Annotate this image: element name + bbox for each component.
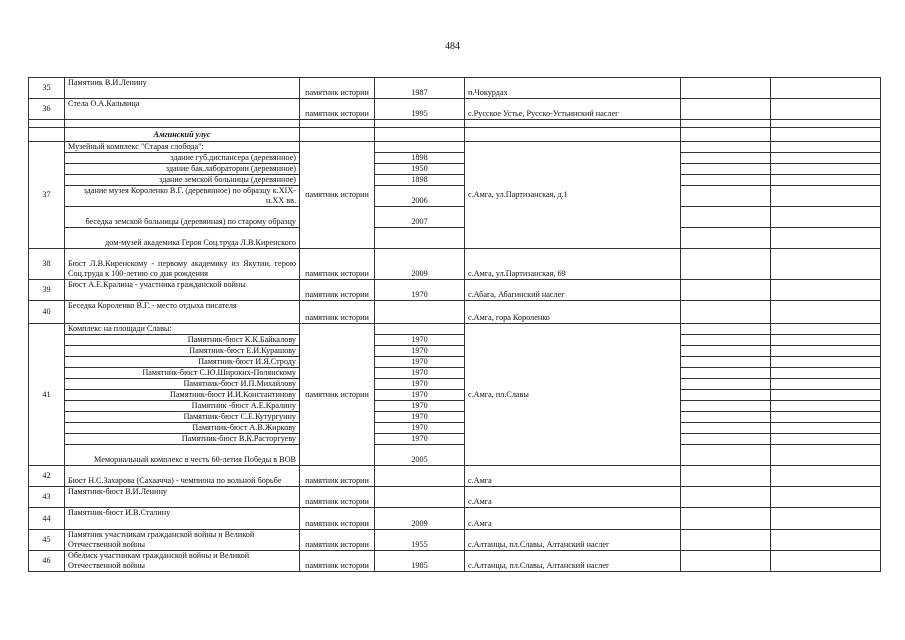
monument-name: Стела О.А.Кальвица [65, 99, 300, 120]
table-row [29, 142, 881, 153]
year: 1970 [375, 335, 465, 346]
location: с.Амга, ул.Партизанская, 69 [465, 249, 681, 280]
year: 1955 [375, 530, 465, 551]
empty-cell [681, 412, 771, 423]
monument-name: Памятник -бюст А.Е.Кралину [65, 401, 300, 412]
table-row [29, 99, 881, 120]
page-number: 484 [445, 41, 460, 52]
empty-cell [771, 78, 881, 99]
category: памятник истории [300, 466, 375, 487]
monument-name: здание земской больницы (деревянное) [65, 175, 300, 186]
empty-cell [771, 401, 881, 412]
table-row [29, 412, 881, 423]
monument-name: Памятник-бюст В.К.Расторгуеву [65, 434, 300, 445]
empty-cell [375, 128, 465, 142]
table-row [29, 249, 881, 280]
year [375, 466, 465, 487]
monument-name: Бюст Н.С.Захарова (Сахаачча) - чемпиона по вольной борьбе [65, 466, 300, 487]
monument-name: здание губ.диспансера (деревянное) [65, 153, 300, 164]
empty-cell [771, 207, 881, 228]
monument-name: Комплекс на площади Славы: [65, 324, 300, 335]
monument-name: здание музея Короленко В.Г. (деревянное) по образцу к.XIX-н.XX вв. [65, 186, 300, 207]
location: с.Амга, гора Короленко [465, 301, 681, 324]
empty-cell [681, 357, 771, 368]
table-row [29, 164, 881, 175]
empty-cell [681, 153, 771, 164]
empty-cell [771, 412, 881, 423]
monument-name: Обелиск участникам гражданской войны и Великой Отечественной войны [65, 551, 300, 572]
empty-cell [681, 280, 771, 301]
year: 1950 [375, 164, 465, 175]
empty-cell [681, 142, 771, 153]
year: 1985 [375, 551, 465, 572]
year: 1970 [375, 357, 465, 368]
table-row [29, 390, 881, 401]
empty-cell [300, 128, 375, 142]
monument-name: дом-музей академика Героя Соц.труда Л.В.Киренского [65, 228, 300, 249]
year [375, 301, 465, 324]
empty-cell [681, 186, 771, 207]
location: п.Чокурдах [465, 78, 681, 99]
year [375, 487, 465, 508]
monument-name: Памятник-бюст И.И.Константинову [65, 390, 300, 401]
year: 1970 [375, 390, 465, 401]
empty-cell [29, 120, 65, 128]
monument-name: Памятник-бюст В.И.Ленину [65, 487, 300, 508]
table-row [29, 120, 881, 128]
empty-cell [681, 128, 771, 142]
empty-cell [771, 466, 881, 487]
monument-name: Бюст А.Е.Кралина - участника гражданской войны [65, 280, 300, 301]
empty-cell [681, 164, 771, 175]
empty-cell [771, 445, 881, 466]
row-number: 46 [29, 551, 65, 572]
table-row [29, 280, 881, 301]
year [375, 324, 465, 335]
location: с.Амга [465, 466, 681, 487]
table-row [29, 78, 881, 99]
monument-name: Памятник-бюст А.В.Жиркову [65, 423, 300, 434]
year: 1995 [375, 99, 465, 120]
year: 1970 [375, 368, 465, 379]
row-number: 42 [29, 466, 65, 487]
row-number: 43 [29, 487, 65, 508]
empty-cell [681, 301, 771, 324]
table-row [29, 379, 881, 390]
empty-cell [771, 280, 881, 301]
location: с.Русское Устье, Русско-Устьинский наслег [465, 99, 681, 120]
table-row [29, 346, 881, 357]
empty-cell [771, 423, 881, 434]
monument-name: Памятник-бюст И.Я.Строду [65, 357, 300, 368]
table-row [29, 335, 881, 346]
year: 1970 [375, 280, 465, 301]
empty-cell [29, 128, 65, 142]
location: с.Алтанцы, пл.Славы, Алтанский наслег [465, 530, 681, 551]
empty-cell [771, 153, 881, 164]
year: 1970 [375, 434, 465, 445]
row-number: 44 [29, 508, 65, 530]
year: 1970 [375, 412, 465, 423]
category: памятник истории [300, 487, 375, 508]
empty-cell [771, 249, 881, 280]
empty-cell [465, 120, 681, 128]
category: памятник истории [300, 280, 375, 301]
empty-cell [681, 445, 771, 466]
year: 1898 [375, 153, 465, 164]
year: 2009 [375, 249, 465, 280]
year: 1970 [375, 401, 465, 412]
empty-cell [771, 335, 881, 346]
empty-cell [681, 530, 771, 551]
row-number: 35 [29, 78, 65, 99]
category: памятник истории [300, 530, 375, 551]
empty-cell [771, 346, 881, 357]
monument-name: Памятник участникам гражданской войны и Великой Отечественной войны [65, 530, 300, 551]
empty-cell [771, 175, 881, 186]
empty-cell [771, 324, 881, 335]
year: 2007 [375, 207, 465, 228]
empty-cell [465, 128, 681, 142]
empty-cell [771, 551, 881, 572]
empty-cell [375, 120, 465, 128]
table-row [29, 357, 881, 368]
monument-name: Беседка Короленко В.Г. - место отдыха писателя [65, 301, 300, 324]
year: 1970 [375, 346, 465, 357]
empty-cell [681, 466, 771, 487]
empty-cell [681, 324, 771, 335]
empty-cell [771, 368, 881, 379]
empty-cell [771, 530, 881, 551]
category: памятник истории [300, 99, 375, 120]
table-row [29, 175, 881, 186]
location: с.Алтанцы, пл.Славы, Алтанский наслег [465, 551, 681, 572]
empty-cell [681, 423, 771, 434]
empty-cell [771, 434, 881, 445]
empty-cell [681, 207, 771, 228]
table-row [29, 530, 881, 551]
category: памятник истории [300, 508, 375, 530]
year: 2005 [375, 445, 465, 466]
monument-name: Памятник-бюст И.П.Михайлову [65, 379, 300, 390]
empty-cell [681, 120, 771, 128]
location: с.Амга [465, 508, 681, 530]
year: 1987 [375, 78, 465, 99]
empty-cell [681, 487, 771, 508]
row-number: 38 [29, 249, 65, 280]
year [375, 228, 465, 249]
empty-cell [771, 487, 881, 508]
empty-cell [681, 175, 771, 186]
location: с.Абага, Абагинский наслег [465, 280, 681, 301]
monument-name: Памятник В.И.Ленину [65, 78, 300, 99]
empty-cell [681, 99, 771, 120]
table-row [29, 423, 881, 434]
empty-cell [771, 228, 881, 249]
table-row [29, 551, 881, 572]
location: с.Амга, пл.Славы [465, 324, 681, 466]
monuments-table [28, 77, 881, 572]
category: памятник истории [300, 142, 375, 249]
monument-name: здание бак.лаборатории (деревянное) [65, 164, 300, 175]
empty-cell [681, 390, 771, 401]
table-row [29, 401, 881, 412]
year [375, 142, 465, 153]
table-row [29, 324, 881, 335]
empty-cell [771, 379, 881, 390]
empty-cell [771, 390, 881, 401]
monument-name: Музейный комплекс "Старая слобода": [65, 142, 300, 153]
location: с.Амга [465, 487, 681, 508]
table-row [29, 466, 881, 487]
table-row [29, 487, 881, 508]
empty-cell [65, 120, 300, 128]
year: 1970 [375, 379, 465, 390]
monument-name: Памятник-бюст С.Е.Кутургуину [65, 412, 300, 423]
monument-name: Бюст Л.В.Киренскому - первому академику из Якутии, герою Соц.труда к 100-летию со дня рождения [65, 249, 300, 280]
table-row [29, 301, 881, 324]
empty-cell [681, 346, 771, 357]
empty-cell [771, 99, 881, 120]
empty-cell [681, 379, 771, 390]
monument-name: Памятник-бюст Е.И.Курашову [65, 346, 300, 357]
empty-cell [681, 249, 771, 280]
empty-cell [771, 301, 881, 324]
empty-cell [681, 401, 771, 412]
empty-cell [681, 335, 771, 346]
row-number: 45 [29, 530, 65, 551]
table-row [29, 368, 881, 379]
row-number: 40 [29, 301, 65, 324]
empty-cell [681, 434, 771, 445]
year: 1970 [375, 423, 465, 434]
empty-cell [300, 120, 375, 128]
monument-name: Памятник-бюст И.В.Сталину [65, 508, 300, 530]
row-number: 37 [29, 142, 65, 249]
category: памятник истории [300, 324, 375, 466]
monument-name: Памятник-бюст С.Ю.Широких-Полянскому [65, 368, 300, 379]
empty-cell [771, 357, 881, 368]
row-number: 41 [29, 324, 65, 466]
table-row [29, 434, 881, 445]
location: с.Амга, ул.Партизанская, д.1 [465, 142, 681, 249]
category: памятник истории [300, 551, 375, 572]
section-row [29, 128, 881, 142]
row-number: 36 [29, 99, 65, 120]
category: памятник истории [300, 301, 375, 324]
empty-cell [771, 186, 881, 207]
year: 2006 [375, 186, 465, 207]
empty-cell [771, 120, 881, 128]
empty-cell [771, 508, 881, 530]
empty-cell [681, 368, 771, 379]
table-row [29, 228, 881, 249]
category: памятник истории [300, 78, 375, 99]
table-row [29, 445, 881, 466]
section-title: Амгинский улус [65, 128, 300, 142]
year: 2009 [375, 508, 465, 530]
empty-cell [681, 508, 771, 530]
empty-cell [771, 164, 881, 175]
table-row [29, 153, 881, 164]
year: 1898 [375, 175, 465, 186]
monument-name: беседка земской больницы (деревянная) по старому образцу [65, 207, 300, 228]
empty-cell [771, 128, 881, 142]
table-row [29, 207, 881, 228]
monument-name: Памятник-бюст К.К.Байкалову [65, 335, 300, 346]
empty-cell [681, 228, 771, 249]
monument-name: Мемориальный комплекс в честь 60-летия Победы в ВОВ [65, 445, 300, 466]
empty-cell [681, 551, 771, 572]
empty-cell [681, 78, 771, 99]
row-number: 39 [29, 280, 65, 301]
empty-cell [771, 142, 881, 153]
category: памятник истории [300, 249, 375, 280]
table-row [29, 186, 881, 207]
table-row [29, 508, 881, 530]
